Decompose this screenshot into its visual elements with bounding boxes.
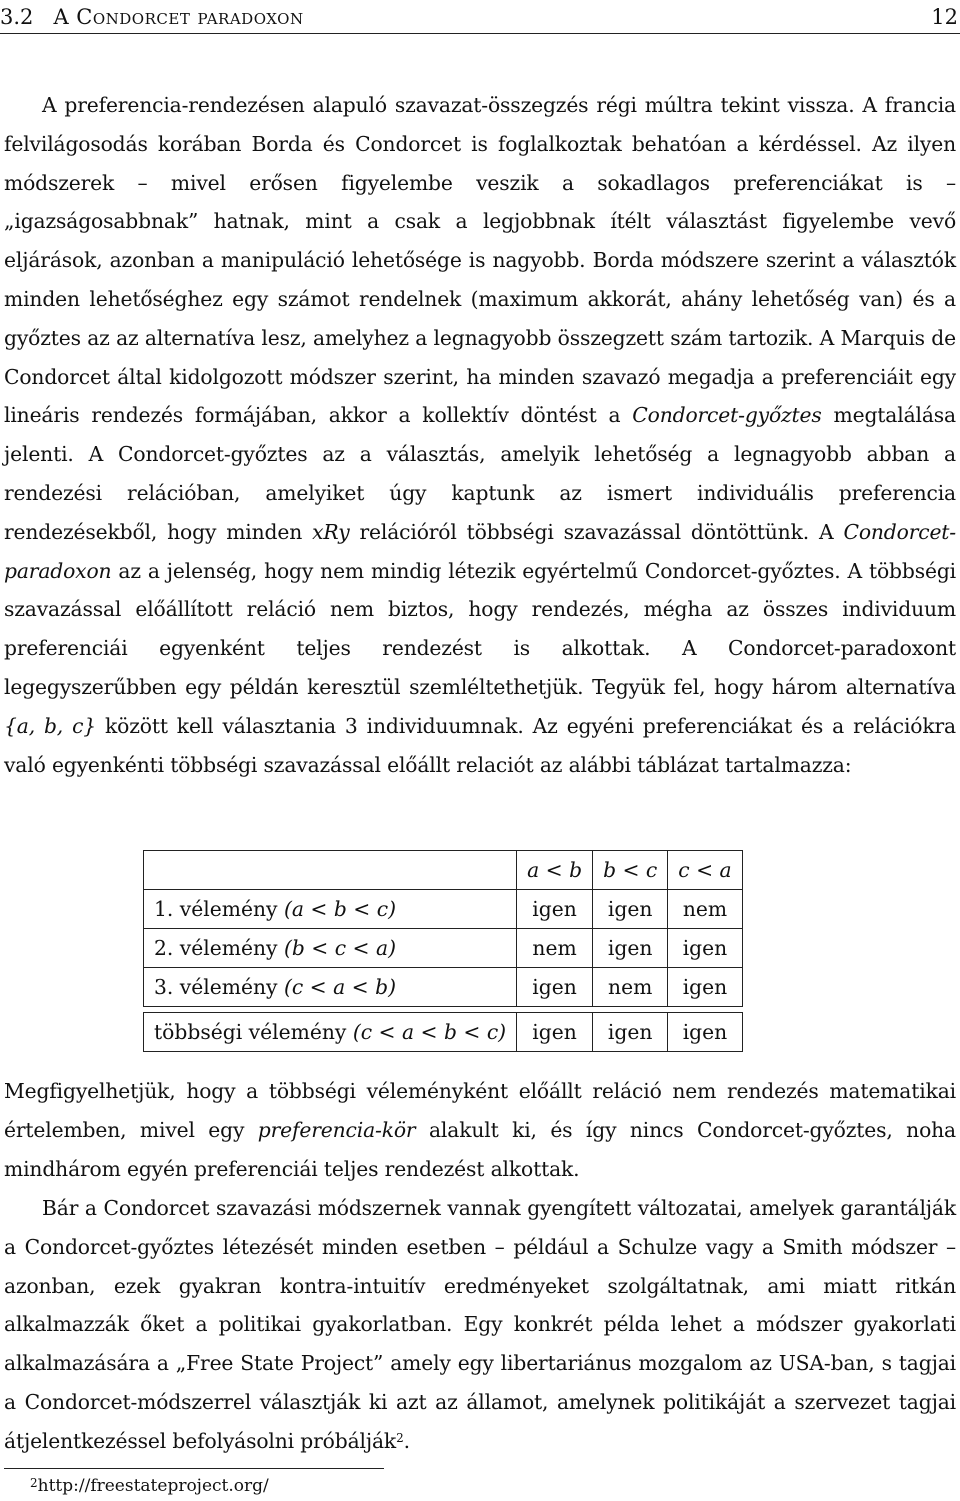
term-condorcet-gyoztes: Condorcet-győztes [632,403,822,428]
table-summary-row [144,1013,743,1052]
row-label: 3. vélemény (c < a < b) [144,968,517,1007]
table-header-cell [144,851,517,890]
page-number: 12 [931,5,958,29]
row-label: 2. vélemény (b < c < a) [144,929,517,968]
table-cell: igen [517,968,593,1007]
table-cell: igen [593,1013,668,1052]
table-cell: igen [593,929,668,968]
term-preferencia-kor: preferencia-kör [257,1117,416,1142]
header-rule [0,33,960,34]
table-cell: igen [668,1013,742,1052]
paragraph-2: Megfigyelhetjük, hogy a többségi véleményként előállt reláció nem rendezés matematikai értelemben, mivel egy preferencia-kör alakult ki, és így nincs Condorcet-győztes, noha mindhárom egyén preferenciái teljes rendezést alkottak. [4,1079,957,1181]
running-header [0,4,960,32]
row-label: 1. vélemény (a < b < c) [144,890,517,929]
section-number: 3.2 [0,5,34,29]
paragraph-1: A preferencia-rendezésen alapuló szavazat-összegzés régi múltra tekint vissza. A francia felvilágosodás korában Borda és Condorcet is foglalkoztak behatóan a kérdéssel. Az ilyen módszerek – mivel erősen figyelembe veszik a sokadlagos preferenciákat is – „igazságosabbnak” hatnak, mint a csak a legjobbnak ítélt választást figyelembe vevő eljárások, azonban a manipuláció lehetősége is nagyobb. Borda módszere szerint a választók minden lehetőséghez egy számot rendelnek (maximum akkorát, ahány lehetőség van) és a győztes az az alternatíva lesz, amelyhez a legnagyobb összegzett szám tartozik. A Marquis de Condorcet által kidolgozott módszer szerint, ha minden szavazó megadja a preferenciáit egy lineáris rendezés formájában, akkor a kollektív döntést a Condorcet-győztes megtalálása jelenti. A Condorcet-győztes az a választás, amelyik lehetőség a legnagyobb abban a rendezési relációban, amelyiket úgy kaptunk az ismert individuális preferencia rendezésekből, hogy minden xRy relációról többségi szavazással döntöttünk. A Condorcet-paradoxon az a jelenség, hogy nem mindig létezik egyértelmű Condorcet-győztes. A többségi szavazással előállított reláció nem biztos, hogy rendezés, mégha az összes individuum preferenciái egyenként teljes rendezést is alkottak. A Condorcet-paradoxont legegyszerűbben egy példán keresztül szemléltethetjük. Tegyük fel, hogy három alternatíva {a, b, c} között kell választania 3 individuumnak. Az egyéni preferenciákat és a relációkra való egyenkénti többségi szavazással előállt relaciót az alábbi táblázat tartalmazza: [4,93,957,777]
term-condorcet-paradoxon: Condorcet-paradoxon [4,519,957,583]
table-cell: nem [668,890,742,929]
table-cell: igen [517,1013,593,1052]
table-cell: igen [668,929,742,968]
math-xry: xRy [312,519,350,544]
table-cell: nem [517,929,593,968]
section-title: A Condorcet paradoxon [53,5,304,29]
table-cell: igen [668,968,742,1007]
table-row [144,929,743,968]
footnote-reference[interactable]: 2 [396,1430,404,1445]
table-header-cell: a < b [517,851,593,890]
table-cell: nem [593,968,668,1007]
preference-table [143,850,743,1052]
math-alternatives-set: {a, b, c} [4,713,97,738]
row-label: többségi vélemény (c < a < b < c) [144,1013,517,1052]
table-header-cell: c < a [668,851,742,890]
table-header-row [144,851,743,890]
table-row [144,890,743,929]
footnote-rule [4,1468,384,1469]
footnote-mark: 2 [30,1476,38,1490]
table-cell: igen [517,890,593,929]
table-header-cell: b < c [593,851,668,890]
footnote [30,1474,269,1498]
table-row [144,968,743,1007]
paragraph-3: Bár a Condorcet szavazási módszernek vannak gyengített változatai, amelyek garantálják a Condorcet-győztes létezését minden esetben – például a Schulze vagy a Smith módszer – azonban, ezek gyakran kontra-intuitív eredményeket szolgáltatnak, ami miatt ritkán alkalmazzák őket a politikai gyakorlatban. Egy konkrét példa lehet a módszer gyakorlati alkalmazására a „Free State Project” amely egy libertariánus mozgalom az USA-ban, s tagjai a Condorcet-módszerrel választják ki azt az államot, amelynek politikáját a szervezet tagjai átjelentkezéssel befolyásolni próbálják$^2$. [4,1196,956,1453]
footnote-link[interactable]: http://freestateproject.org/ [37,1476,269,1496]
table-cell: igen [593,890,668,929]
